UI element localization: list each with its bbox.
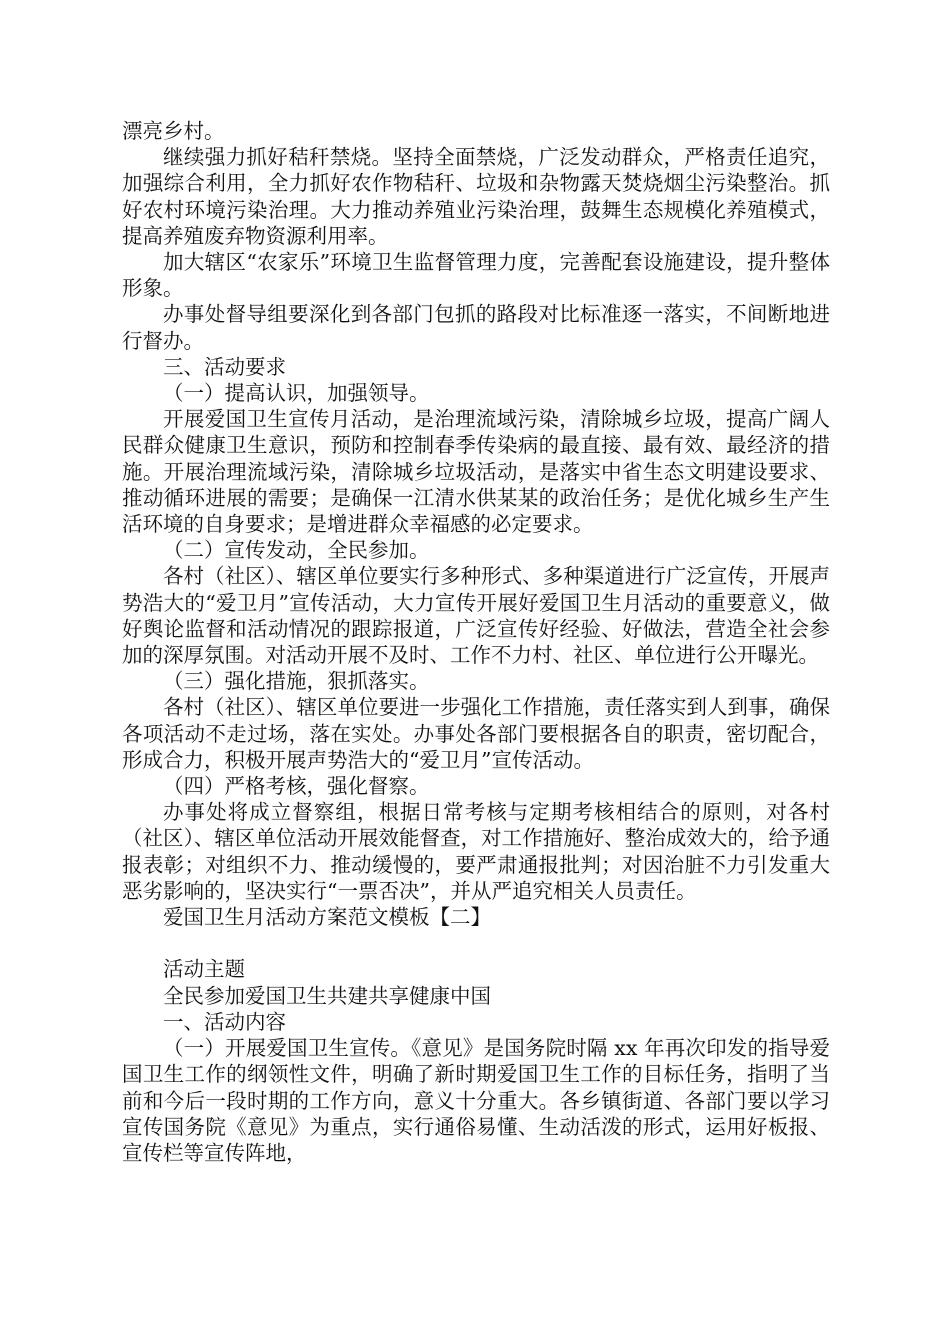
paragraph-supervision: 办事处督导组要深化到各部门包抓的路段对比标准逐一落实，不间断地进行督办。 (122, 302, 830, 353)
section-heading-requirements: 三、活动要求 (163, 354, 286, 379)
section-heading-content: 一、活动内容 (163, 1009, 286, 1034)
activity-theme-text: 全民参加爱国卫生共建共享健康中国 (163, 983, 491, 1008)
paragraph-farm-stay: 加大辖区“农家乐”环境卫生监督管理力度，完善配套设施建设，提升整体形象。 (122, 250, 830, 301)
subheading-4: （四）严格考核，强化督察。 (163, 774, 430, 799)
paragraph-continuation: 漂亮乡村。 (122, 119, 225, 143)
document-body (122, 118, 830, 1166)
template-title-2: 爱国卫生月活动方案范文模板【二】 (163, 905, 491, 930)
subheading-3: （三）强化措施，狠抓落实。 (163, 669, 430, 694)
paragraph-publicity-2: （一）开展爱国卫生宣传。《意见》是国务院时隔 xx 年再次印发的指导爱国卫生工作的纲领性文件，明确了新时期爱国卫生工作的目标任务，指明了当前和今后一段时期的工作方向，意义十分重大。各乡镇街道、各部门要以学习宣传国务院《意见》为重点，实行通俗易懂、生动活泼的形式，运用好板报、宣传栏等宣传阵地， (122, 1036, 830, 1165)
paragraph-awareness: 开展爱国卫生宣传月活动，是治理流域污染，清除城乡垃圾，提高广阔人民群众健康卫生意识，预防和控制春季传染病的最直接、最有效、最经济的措施。开展治理流域污染，清除城乡垃圾活动，是落实中省生态文明建设要求、推动循环进展的需要；是确保一江清水供某某的政治任务；是优化城乡生产生活环境的自身要求；是增进群众幸福感的必定要求。 (122, 407, 830, 537)
blank-line (122, 930, 830, 956)
subheading-1: （一）提高认识，加强领导。 (163, 381, 430, 406)
paragraph-assessment: 办事处将成立督察组，根据日常考核与定期考核相结合的原则，对各村（社区）、辖区单位活动开展效能督查，对工作措施好、整治成效大的，给予通报表彰；对组织不力、推动缓慢的，要严肃通报批判；对因治脏不力引发重大恶劣影响的，坚决实行“一票否决”，并从严追究相关人员责任。 (122, 800, 830, 903)
paragraph-measures: 各村（社区）、辖区单位要进一步强化工作措施，责任落实到人到事，确保各项活动不走过场，落在实处。办事处各部门要根据各自的职责，密切配合，形成合力，积极开展声势浩大的“爱卫月”宣传活动。 (122, 695, 830, 772)
paragraph-straw-burning: 继续强力抓好秸秆禁烧。坚持全面禁烧，广泛发动群众，严格责任追究，加强综合利用，全力抓好农作物秸秆、垃圾和杂物露天焚烧烟尘污染整治。抓好农村环境污染治理。大力推动养殖业污染治理，鼓舞生态规模化养殖模式，提高养殖废弃物资源利用率。 (122, 145, 830, 248)
paragraph-publicity: 各村（社区）、辖区单位要实行多种形式、多种渠道进行广泛宣传，开展声势浩大的“爱卫月”宣传活动，大力宣传开展好爱国卫生月活动的重要意义，做好舆论监督和活动情况的跟踪报道，广泛宣传好经验、好做法，营造全社会参加的深厚氛围。对活动开展不及时、工作不力村、社区、单位进行公开曝光。 (122, 564, 830, 668)
heading-activity-theme: 活动主题 (163, 957, 245, 982)
subheading-2: （二）宣传发动，全民参加。 (163, 538, 430, 563)
